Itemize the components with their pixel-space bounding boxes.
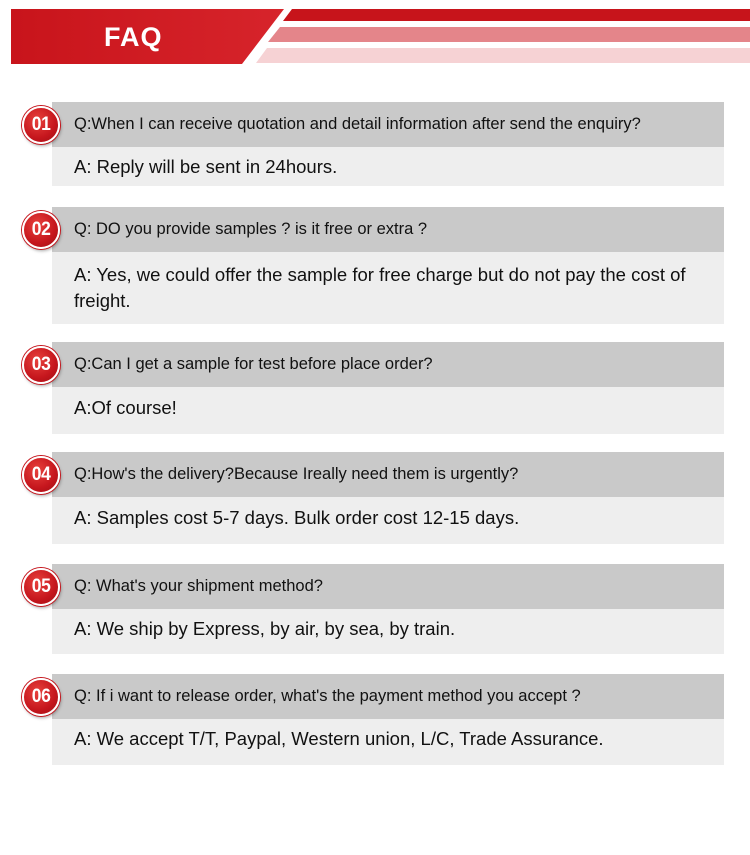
page-title: FAQ — [104, 22, 163, 52]
faq-item-03 — [22, 342, 724, 434]
question-text: Q: If i want to release order, what's the payment method you accept ? — [74, 687, 581, 705]
faq-item-04 — [22, 452, 724, 544]
answer-text: A:Of course! — [74, 397, 177, 418]
faq-item-02 — [22, 207, 724, 324]
question-text: Q:How's the delivery?Because Ireally need them is urgently? — [74, 465, 519, 483]
number-badge — [22, 456, 60, 494]
faq-header-banner — [0, 0, 750, 66]
answer-text: A: Reply will be sent in 24hours. — [74, 156, 338, 177]
number-badge — [22, 346, 60, 384]
answer-text: A: Samples cost 5-7 days. Bulk order cost 12-15 days. — [74, 507, 520, 528]
number-badge — [22, 678, 60, 716]
badge-number: 05 — [31, 576, 51, 597]
badge-number: 01 — [31, 114, 51, 135]
question-text: Q:When I can receive quotation and detail information after send the enquiry? — [74, 115, 641, 133]
answer-box — [52, 497, 724, 544]
answer-box — [52, 252, 724, 324]
faq-item-05 — [22, 564, 724, 654]
number-badge — [22, 106, 60, 144]
answer-text: A: Yes, we could offer the sample for free charge but do not pay the cost of freight. — [74, 264, 686, 311]
answer-box — [52, 387, 724, 434]
number-badge — [22, 568, 60, 606]
answer-box — [52, 719, 724, 765]
question-text: Q: DO you provide samples ? is it free or extra ? — [74, 220, 428, 238]
question-bar — [52, 452, 724, 497]
question-bar — [52, 564, 724, 609]
faq-item-01 — [22, 102, 724, 186]
answer-text: A: We ship by Express, by air, by sea, by train. — [74, 618, 456, 639]
faq-item-06 — [22, 674, 724, 765]
badge-number: 03 — [31, 354, 51, 375]
answer-text: A: We accept T/T, Paypal, Western union, L/C, Trade Assurance. — [74, 728, 604, 749]
badge-number: 04 — [31, 464, 51, 485]
question-bar — [52, 207, 724, 252]
answer-box — [52, 609, 724, 654]
badge-number: 02 — [31, 219, 51, 240]
question-bar — [52, 674, 724, 719]
question-bar — [52, 342, 724, 387]
answer-box — [52, 147, 724, 186]
question-text: Q:Can I get a sample for test before place order? — [74, 355, 433, 373]
question-bar — [52, 102, 724, 147]
number-badge — [22, 211, 60, 249]
badge-number: 06 — [31, 686, 51, 707]
question-text: Q: What's your shipment method? — [74, 577, 323, 595]
